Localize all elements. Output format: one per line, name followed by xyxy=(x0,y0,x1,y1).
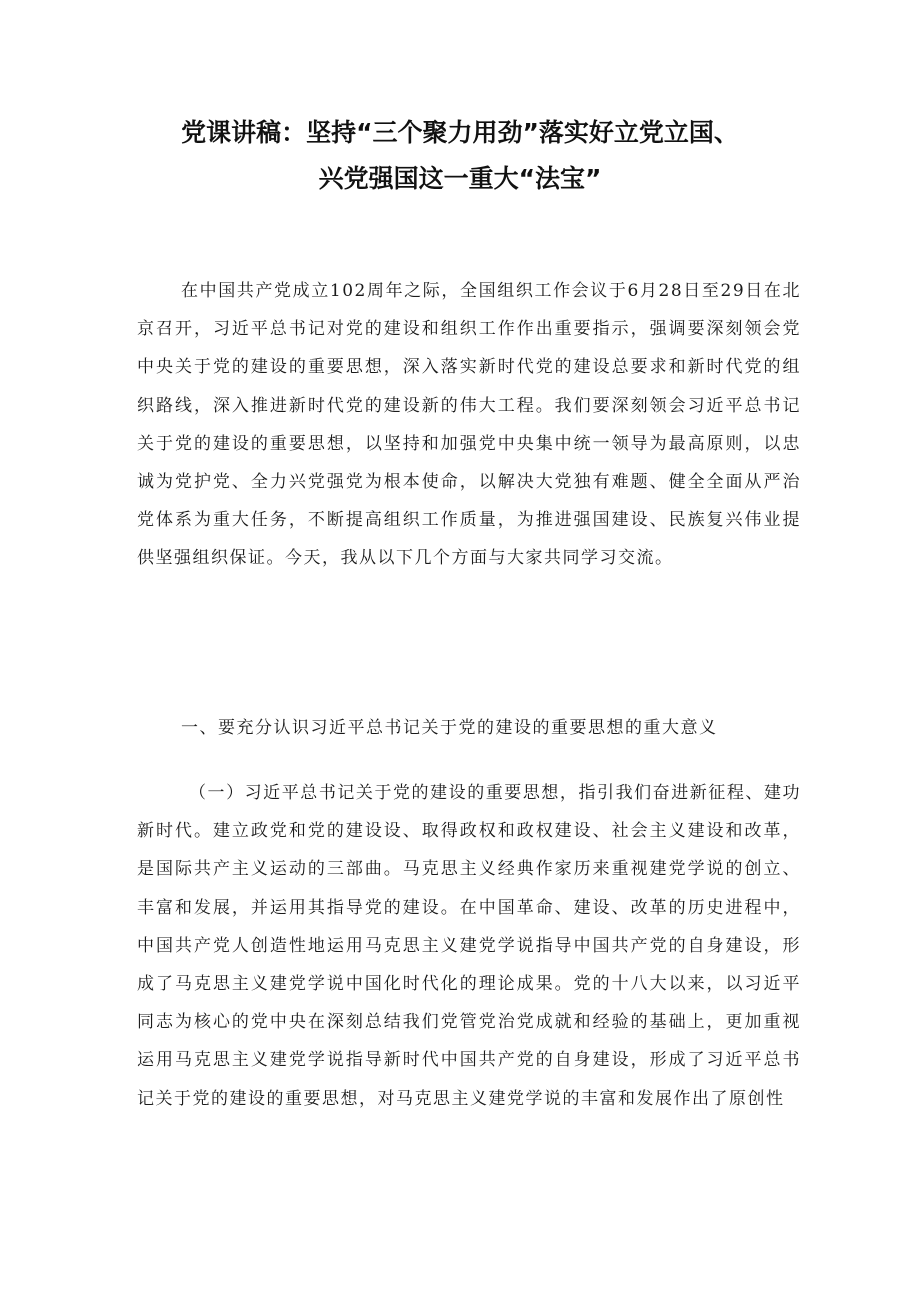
paragraph-intro: 在中国共产党成立102周年之际，全国组织工作会议于6月28日至29日在北京召开，习近平总书记对党的建设和组织工作作出重要指示，强调要深刻领会党中央关于党的建设的重要思想，深入落实新时代党的建设总要求和新时代党的组织路线，深入推进新时代党的建设新的伟大工程。我们要深刻领会习近平总书记关于党的建设的重要思想，以坚持和加强党中央集中统一领导为最高原则，以忠诚为党护党、全力兴党强党为根本使命，以解决大党独有难题、健全全面从严治党体系为重大任务，不断提高组织工作质量，为推进强国建设、民族复兴伟业提供坚强组织保证。今天，我从以下几个方面与大家共同学习交流。 xyxy=(137,281,801,569)
document-title-line-2: 兴党强国这一重大“法宝” xyxy=(318,164,602,193)
paragraph-section-1-1: （一）习近平总书记关于党的建设的重要思想，指引我们奋进新征程、建功新时代。建立政党和党的建设设、取得政权和政权建设、社会主义建设和改革，是国际共产主义运动的三部曲。马克思主义经典作家历来重视建党学说的创立、丰富和发展，并运用其指导党的建设。在中国革命、建设、改革的历史进程中，中国共产党人创造性地运用马克思主义建党学说指导中国共产党的自身建设，形成了马克思主义建党学说中国化时代化的理论成果。党的十八大以来，以习近平同志为核心的党中央在深刻总结我们党管党治党成就和经验的基础上，更加重视运用马克思主义建党学说指导新时代中国共产党的自身建设，形成了习近平总书记关于党的建设的重要思想，对马克思主义建党学说的丰富和发展作出了原创性 xyxy=(137,783,801,1109)
document-title-line-1: 党课讲稿：坚持“三个聚力用劲”落实好立党立国、 xyxy=(181,118,739,147)
section-heading-1: 一、要充分认识习近平总书记关于党的建设的重要思想的重大意义 xyxy=(181,718,718,738)
